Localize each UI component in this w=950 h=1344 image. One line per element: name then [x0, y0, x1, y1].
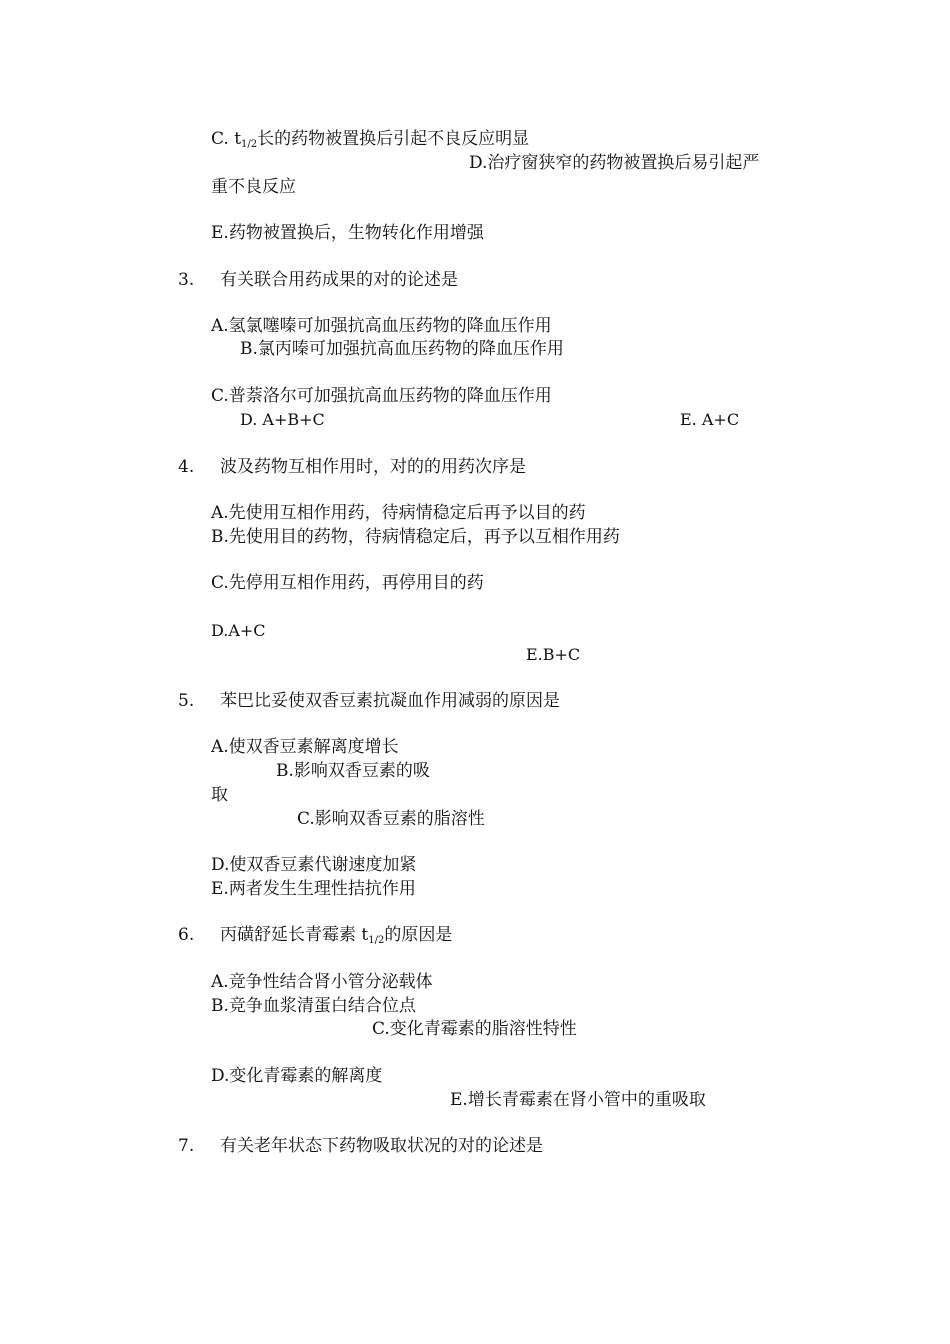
q3-stem-text: 有关联合用药成果的对的论述是: [220, 270, 458, 290]
q6-option-d: D.变化青霉素的解离度: [211, 1066, 383, 1086]
q2-option-c: [211, 128, 529, 153]
q2-option-d-line1: D.治疗窗狭窄的药物被置换后易引起严: [469, 153, 760, 173]
q6-stem-subscript: 1/2: [368, 935, 385, 946]
q6-option-c: C.变化青霉素的脂溶性特性: [372, 1019, 577, 1039]
q7-stem: [178, 1135, 543, 1157]
q5-stem: [178, 690, 560, 712]
q5-option-c: C.影响双香豆素的脂溶性: [297, 809, 485, 829]
q6-option-b: B.竞争血浆清蛋白结合位点: [211, 996, 416, 1016]
q6-option-a: A.竞争性结合肾小管分泌载体: [211, 972, 433, 992]
q3-option-e: E. A+C: [680, 410, 740, 429]
q3-number: 3.: [178, 270, 195, 290]
q3-option-a: A.氢氯噻嗪可加强抗高血压药物的降血压作用: [211, 316, 552, 336]
q6-stem: [178, 924, 452, 949]
q6-number: 6.: [178, 925, 195, 945]
q4-option-a: A.先使用互相作用药，待病情稳定后再予以目的药: [211, 503, 586, 523]
q2-option-c-subscript: 1/2: [241, 139, 258, 150]
q3-option-b: B.氯丙嗪可加强抗高血压药物的降血压作用: [240, 339, 564, 359]
q7-stem-text: 有关老年状态下药物吸取状况的对的论述是: [220, 1136, 543, 1156]
q6-stem-suffix: 的原因是: [384, 925, 453, 945]
q5-option-e: E.两者发生生理性拮抗作用: [211, 879, 416, 899]
q5-number: 5.: [178, 691, 195, 711]
q6-stem-prefix: 丙磺舒延长青霉素 t: [220, 925, 369, 945]
q3-option-c: C.普萘洛尔可加强抗高血压药物的降血压作用: [211, 386, 552, 406]
q2-option-c-text: 长的药物被置换后引起不良反应明显: [257, 129, 530, 149]
q7-number: 7.: [178, 1136, 195, 1156]
q2-option-c-prefix: C. t: [211, 129, 242, 149]
q5-option-a: A.使双香豆素解离度增长: [211, 737, 399, 757]
q3-option-d: D. A+B+C: [240, 410, 325, 429]
q4-number: 4.: [178, 457, 195, 477]
q5-option-d: D.使双香豆素代谢速度加紧: [211, 855, 417, 875]
q5-stem-text: 苯巴比妥使双香豆素抗凝血作用减弱的原因是: [220, 691, 560, 711]
q2-option-d-line2: 重不良反应: [211, 177, 296, 197]
q6-option-e: E.增长青霉素在肾小管中的重吸取: [450, 1090, 706, 1110]
q3-stem: [178, 269, 458, 291]
q2-option-e: E.药物被置换后，生物转化作用增强: [211, 223, 484, 243]
q4-option-d: D.A+C: [211, 621, 266, 640]
q4-stem: [178, 456, 526, 478]
q4-stem-text: 波及药物互相作用时，对的的用药次序是: [220, 457, 526, 477]
q4-option-e: E.B+C: [526, 645, 581, 664]
q4-option-c: C.先停用互相作用药，再停用目的药: [211, 573, 484, 593]
q5-option-b-line1: B.影响双香豆素的吸: [276, 761, 430, 781]
q5-option-b-line2: 取: [211, 785, 228, 805]
q4-option-b: B.先使用目的药物，待病情稳定后，再予以互相作用药: [211, 527, 620, 547]
